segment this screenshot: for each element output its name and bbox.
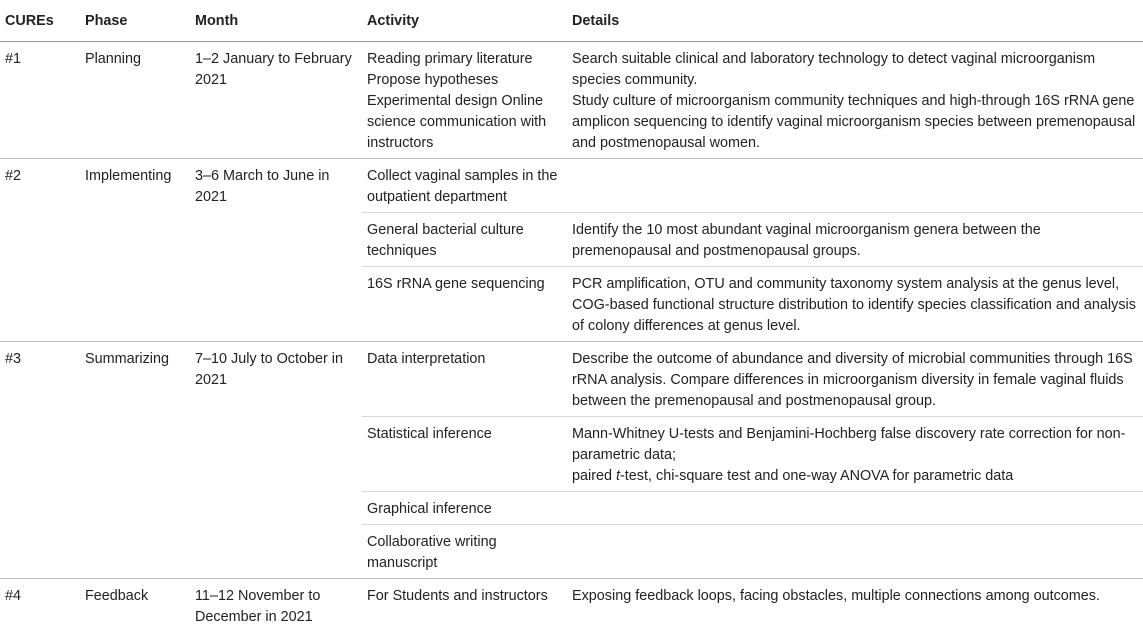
activity-cell: Statistical inference (362, 417, 567, 492)
month-cell: 11–12 November to December in 2021 (190, 579, 362, 628)
activity-cell: 16S rRNA gene sequencing (362, 267, 567, 342)
details-text: paired (572, 468, 616, 484)
month-cell: 1–2 January to February 2021 (190, 42, 362, 159)
header-row (0, 0, 1143, 42)
phase-cell: Planning (80, 42, 190, 159)
activity-cell: Reading primary literature Propose hypotheses Experimental design Online science communication with instructors (362, 42, 567, 159)
month-cell: 3–6 March to June in 2021 (190, 159, 362, 342)
details-line: Search suitable clinical and laboratory technology to detect vaginal microorganism species community. (572, 49, 1139, 91)
phase-cell: Summarizing (80, 342, 190, 579)
table-row (0, 42, 1143, 159)
phase-cell: Feedback (80, 579, 190, 628)
details-line: Study culture of microorganism community techniques and high-through 16S rRNA gene amplicon sequencing to identify vaginal microorganism species between premenopausal and postmenopausal women. (572, 91, 1139, 154)
header-cures: CUREs (0, 0, 80, 42)
details-cell: Exposing feedback loops, facing obstacles, multiple connections among outcomes. (567, 579, 1143, 628)
details-cell (567, 417, 1143, 492)
details-text: -test, chi-square test and one-way ANOVA for parametric data (620, 468, 1013, 484)
month-cell: 7–10 July to October in 2021 (190, 342, 362, 579)
header-phase: Phase (80, 0, 190, 42)
table-row (0, 342, 1143, 417)
activity-cell: Collaborative writing manuscript (362, 525, 567, 579)
details-cell (567, 492, 1143, 525)
details-cell: PCR amplification, OTU and community taxonomy system analysis at the genus level, COG-based functional structure distribution to identify species classification and analysis of colony differences at genus level. (567, 267, 1143, 342)
header-details: Details (567, 0, 1143, 42)
cure-cell: #2 (0, 159, 80, 342)
details-italic: t (616, 468, 620, 484)
details-line (572, 466, 1139, 487)
details-cell (567, 42, 1143, 159)
details-cell (567, 159, 1143, 213)
details-cell: Identify the 10 most abundant vaginal microorganism genera between the premenopausal and postmenopausal groups. (567, 213, 1143, 267)
activity-cell: Collect vaginal samples in the outpatient department (362, 159, 567, 213)
activity-cell: Data interpretation (362, 342, 567, 417)
activity-cell: General bacterial culture techniques (362, 213, 567, 267)
table-row (0, 579, 1143, 628)
cure-cell: #4 (0, 579, 80, 628)
cure-cell: #3 (0, 342, 80, 579)
cure-cell: #1 (0, 42, 80, 159)
activity-cell: Graphical inference (362, 492, 567, 525)
activity-cell: For Students and instructors (362, 579, 567, 628)
details-cell (567, 525, 1143, 579)
header-activity: Activity (362, 0, 567, 42)
details-cell: Describe the outcome of abundance and diversity of microbial communities through 16S rRNA analysis. Compare differences in microorganism diversity in female vaginal fluids between the premenopausal and postmenopausal group. (567, 342, 1143, 417)
details-line: Mann-Whitney U-tests and Benjamini-Hochberg false discovery rate correction for non-parametric data; (572, 424, 1139, 466)
header-month: Month (190, 0, 362, 42)
phase-cell: Implementing (80, 159, 190, 342)
table-row (0, 159, 1143, 213)
